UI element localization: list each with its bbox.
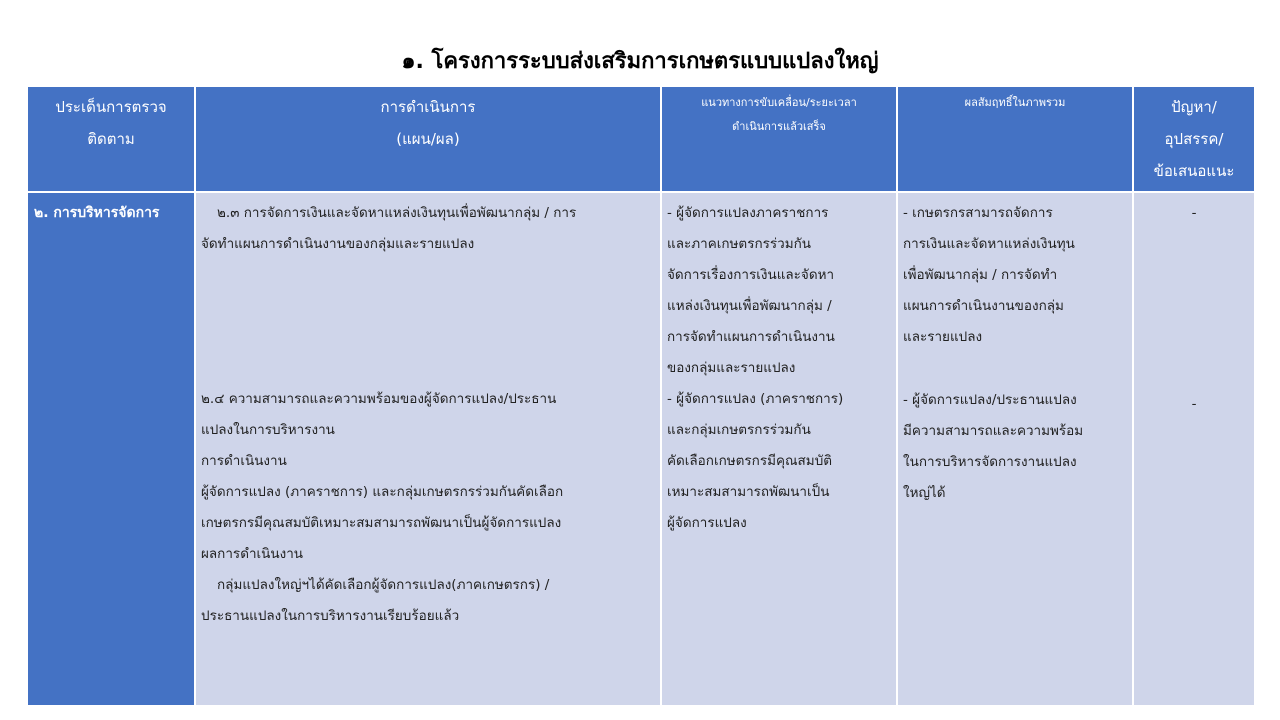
header-result: ผลสัมฤทธิ์ในภาพรวม bbox=[897, 86, 1133, 192]
cell-result: - เกษตรกรสามารถจัดการ การเงินและจัดหาแหล่งเงินทุน เพื่อพัฒนากลุ่ม / การจัดทำ แผนการดำเนินงานของกลุ่ม และรายแปลง - ผู้จัดการแปลง/ประธานแปลง มีความสามารถและความพร้อม ในการบริหารจัดการงานแปลง ใหญ่ได้ bbox=[897, 192, 1133, 706]
problem-dash-b: - bbox=[1191, 396, 1197, 412]
cell-approach: - ผู้จัดการแปลงภาคราชการ และภาคเกษตรกรร่วมกัน จัดการเรื่องการเงินและจัดหา แหล่งเงินทุนเพื่อพัฒนากลุ่ม / การจัดทำแผนการดำเนินงาน ของกลุ่มและรายแปลง - ผู้จัดการแปลง (ภาคราชการ) และกลุ่มเกษตรกรร่วมกัน คัดเลือกเกษตรกรมีคุณสมบัติ เหมาะสมสามารถพัฒนาเป็น ผู้จัดการแปลง bbox=[661, 192, 897, 706]
header-problem: ปัญหา/ อุปสรรค/ ข้อเสนอแนะ bbox=[1133, 86, 1255, 192]
header-approach: แนวทางการขับเคลื่อน/ระยะเวลา ดำเนินการแล้วเสร็จ bbox=[661, 86, 897, 192]
cell-operation: ๒.๓ การจัดการเงินและจัดหาแหล่งเงินทุนเพื่อพัฒนากลุ่ม / การ จัดทำแผนการดำเนินงานของกลุ่มและรายแปลง ๒.๔ ความสามารถและความพร้อมของผู้จัดการแปลง/ประธาน แปลงในการบริหารงาน การดำเนินงาน ผู้จัดการแปลง (ภาคราชการ) และกลุ่มเกษตรกรร่วมกันคัดเลือก เกษตรกรมีคุณสมบัติเหมาะสมสามารถพัฒนาเป็นผู้จัดการแปลง ผลการดำเนินงาน กลุ่มแปลงใหญ่ฯได้คัดเลือกผู้จัดการแปลง(ภาคเกษตรกร) / ประธานแปลงในการบริหารงานเรียบร้อยแล้ว bbox=[195, 192, 661, 706]
header-operation: การดำเนินการ (แผน/ผล) bbox=[195, 86, 661, 192]
cell-problem bbox=[1133, 192, 1255, 706]
table-row bbox=[27, 192, 1255, 706]
header-topic: ประเด็นการตรวจ ติดตาม bbox=[27, 86, 195, 192]
report-table bbox=[26, 85, 1256, 707]
table-header-row bbox=[27, 86, 1255, 192]
cell-topic: ๒. การบริหารจัดการ bbox=[27, 192, 195, 706]
page-title: ๑. โครงการระบบส่งเสริมการเกษตรแบบแปลงใหญ่ bbox=[401, 49, 879, 74]
problem-dash-a: - bbox=[1191, 205, 1197, 221]
